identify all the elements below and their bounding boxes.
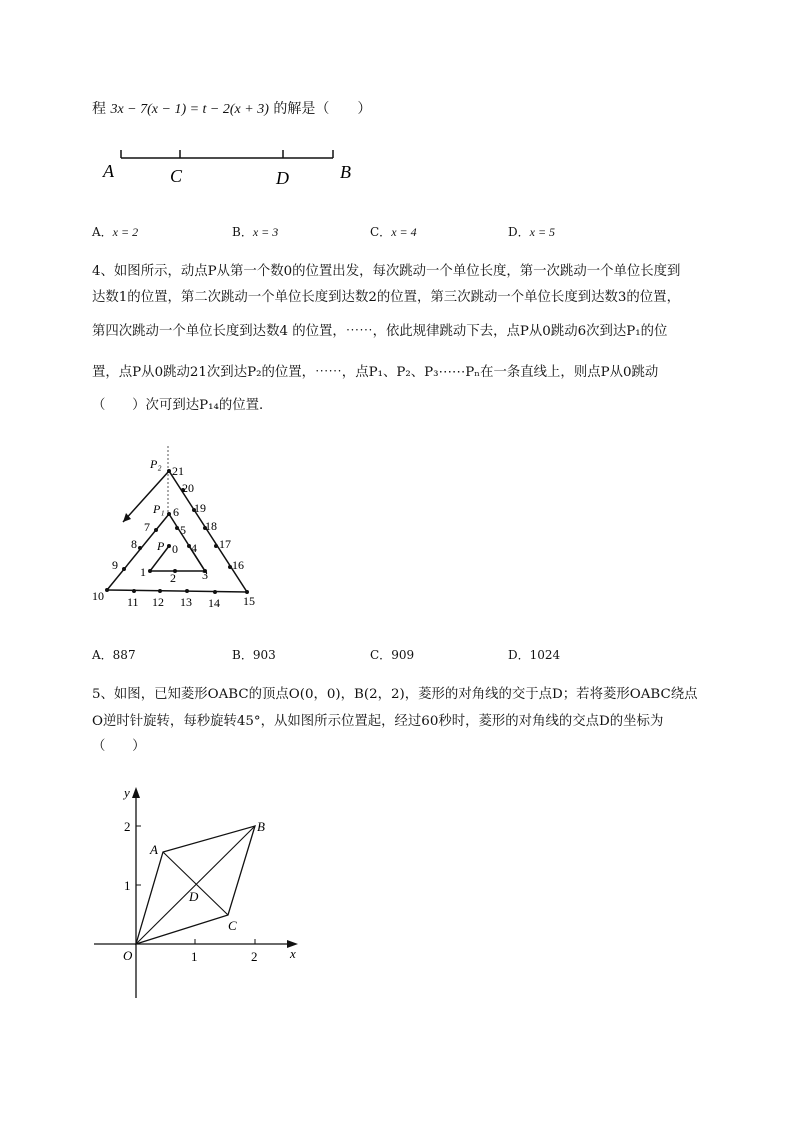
label-a: A <box>103 161 114 181</box>
label-20: 20 <box>182 481 194 495</box>
y-axis-label: y <box>124 785 130 800</box>
q5-text-line1: 5、如图，已知菱形OABC的顶点O(0，0)，B(2，2)，菱形的对角线的交于点D；若将菱形OABC绕点 <box>92 687 698 702</box>
option-label: D． <box>508 648 530 662</box>
q3-equation-line <box>92 100 371 119</box>
point-d-label: D <box>189 889 199 904</box>
q5-text-line3: （ ） <box>92 739 146 754</box>
q4-text-line3: 第四次跳动一个单位长度到达数4 的位置，⋯⋯，依此规律跳动下去，点P从0跳动6次到达P₁的位 <box>92 324 668 339</box>
q4-text-line4: 置，点P从0跳动21次到达P₂的位置，⋯⋯，点P₁、P₂、P₃⋯⋯Pₙ在一条直线上，则点P从0跳动 <box>92 365 659 380</box>
q3-option-d[interactable] <box>508 223 555 240</box>
label-12: 12 <box>152 595 164 609</box>
diagonal-ac <box>163 852 228 915</box>
x-tick-label-2: 2 <box>251 949 258 964</box>
option-value: 909 <box>391 648 415 662</box>
label-3: 3 <box>202 568 208 582</box>
option-label: C． <box>370 225 392 239</box>
option-value: x = 2 <box>112 225 139 239</box>
q4-option-b[interactable] <box>232 646 276 663</box>
label-2: 2 <box>170 571 176 585</box>
option-label: B． <box>232 648 253 662</box>
q4-text-line5: （ ）次可到达P₁₄的位置． <box>92 398 273 413</box>
q3-equation: 3x − 7(x − 1) = t − 2(x + 3) <box>110 102 269 117</box>
q3-segment-figure <box>95 140 365 190</box>
q4-option-a[interactable] <box>92 646 136 663</box>
label-8: 8 <box>131 537 137 551</box>
outer-path <box>107 471 247 592</box>
q5-rhombus-figure <box>90 780 315 1005</box>
option-label: C． <box>370 648 392 662</box>
vertex-b-label: B <box>257 819 265 834</box>
vertex-c-label: C <box>228 918 237 933</box>
label-c: C <box>170 166 183 186</box>
label-4: 4 <box>191 541 197 555</box>
label-18: 18 <box>205 519 217 533</box>
q5-text-line2: O逆时针旋转，每秒旋转45°，从如图所示位置起，经过60秒时，菱形的对角线的交点D的坐标为 <box>92 714 664 729</box>
label-6: 6 <box>173 505 179 519</box>
option-value: x = 5 <box>529 225 556 239</box>
label-21: 21 <box>172 464 184 478</box>
option-label: B． <box>232 225 253 239</box>
option-label: A． <box>92 648 113 662</box>
y-tick-label-2: 2 <box>124 819 131 834</box>
label-b: B <box>340 162 351 182</box>
origin-label: O <box>123 948 133 963</box>
q3-option-b[interactable] <box>232 223 278 240</box>
q3-line-suffix: 的解是（ ） <box>273 101 372 117</box>
option-label: D． <box>508 225 530 239</box>
q4-text-line2: 达数1的位置，第二次跳动一个单位长度到达数2的位置，第三次跳动一个单位长度到达数3的位置， <box>92 290 680 305</box>
option-value: x = 3 <box>252 225 279 239</box>
q3-option-a[interactable] <box>92 223 138 240</box>
label-11: 11 <box>127 595 139 609</box>
q3-line-prefix: 程 <box>92 101 106 117</box>
option-value: 1024 <box>529 648 561 662</box>
x-axis-label: x <box>290 946 296 961</box>
label-15: 15 <box>243 594 255 608</box>
label-16: 16 <box>232 558 244 572</box>
option-value: 887 <box>112 648 136 662</box>
vertex-a-label: A <box>150 842 158 857</box>
x-tick-label-1: 1 <box>191 949 198 964</box>
label-p: P <box>157 539 165 553</box>
label-10: 10 <box>92 589 104 603</box>
label-14: 14 <box>208 596 220 610</box>
q4-option-c[interactable] <box>370 646 414 663</box>
y-axis-arrow <box>132 787 140 798</box>
label-7: 7 <box>144 520 150 534</box>
label-9: 9 <box>112 558 118 572</box>
label-5: 5 <box>180 523 186 537</box>
y-tick-label-1: 1 <box>124 878 131 893</box>
label-13: 13 <box>180 595 192 609</box>
label-d: D <box>276 168 289 188</box>
q3-option-c[interactable] <box>370 223 417 240</box>
label-p1: P₁ <box>153 502 165 516</box>
label-p2: P₂ <box>150 457 162 471</box>
label-0: 0 <box>172 542 178 556</box>
point-dots <box>105 469 249 594</box>
q4-triangle-figure <box>85 440 270 615</box>
option-label: A． <box>92 225 113 239</box>
q4-text-line1: 4、如图所示，动点P从第一个数0的位置出发，每次跳动一个单位长度，第一次跳动一个单位长度到 <box>92 264 681 279</box>
option-value: x = 4 <box>391 225 417 239</box>
q4-option-d[interactable] <box>508 646 560 663</box>
label-17: 17 <box>219 537 231 551</box>
label-1: 1 <box>140 565 146 579</box>
option-value: 903 <box>252 648 276 662</box>
label-19: 19 <box>194 501 206 515</box>
